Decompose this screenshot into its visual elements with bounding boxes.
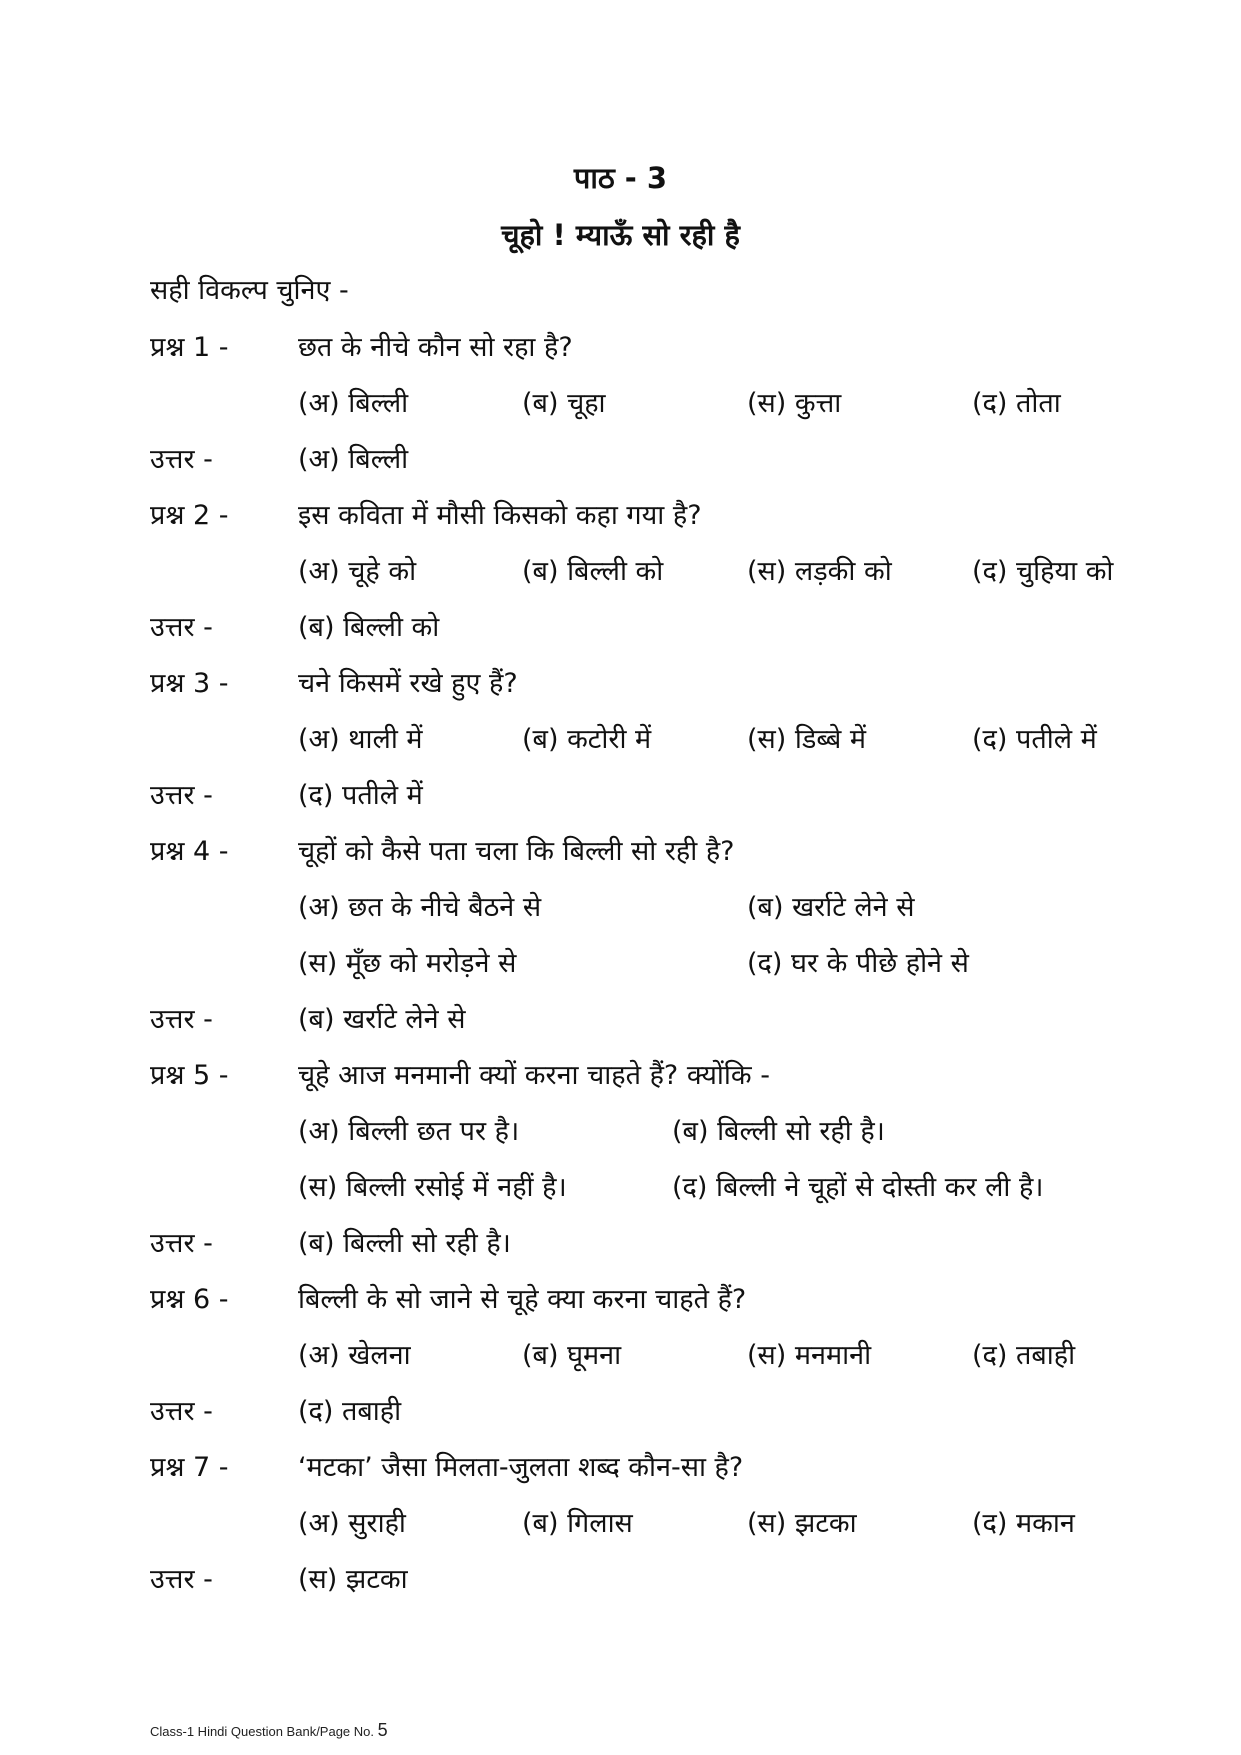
option-a: (अ) थाली में <box>298 724 423 755</box>
option-c: (स) कुत्ता <box>747 388 842 419</box>
option-a: (अ) बिल्ली छत पर है। <box>298 1116 520 1147</box>
answer-text: (ब) खर्राटे लेने से <box>298 1004 466 1035</box>
answer-text: (द) पतीले में <box>298 780 423 811</box>
question-row <box>150 1048 1190 1104</box>
question-row <box>150 1440 1190 1496</box>
question-label: प्रश्न 4 - <box>150 836 229 867</box>
answer-row <box>150 600 1190 656</box>
instruction-text: सही विकल्प चुनिए - <box>150 275 349 306</box>
question-text: चने किसमें रखे हुए हैं? <box>298 668 518 699</box>
option-a: (अ) खेलना <box>298 1340 411 1371</box>
options-row <box>150 544 1190 600</box>
option-b: (ब) कटोरी में <box>522 724 652 755</box>
option-d: (द) तोता <box>972 388 1061 419</box>
option-c: (स) झटका <box>747 1508 857 1539</box>
answer-text: (द) तबाही <box>298 1396 402 1427</box>
option-b: (ब) बिल्ली सो रही है। <box>672 1116 885 1147</box>
question-row <box>150 656 1190 712</box>
option-d: (द) पतीले में <box>972 724 1097 755</box>
lesson-number: पाठ - 3 <box>573 161 668 195</box>
options-row <box>150 376 1190 432</box>
option-a: (अ) चूहे को <box>298 556 417 587</box>
answer-text: (ब) बिल्ली सो रही है। <box>298 1228 511 1259</box>
answer-label: उत्तर - <box>150 780 213 811</box>
answer-text: (स) झटका <box>298 1564 408 1595</box>
question-label: प्रश्न 3 - <box>150 668 229 699</box>
question-row <box>150 320 1190 376</box>
options-row <box>150 1496 1190 1552</box>
options-row <box>150 936 1190 992</box>
option-d: (द) चुहिया को <box>972 556 1114 587</box>
option-b: (ब) गिलास <box>522 1508 633 1539</box>
answer-text: (अ) बिल्ली <box>298 444 409 475</box>
option-c: (स) मूँछ को मरोड़ने से <box>298 948 517 979</box>
option-a: (अ) छत के नीचे बैठने से <box>298 892 542 923</box>
footer-text: Class-1 Hindi Question Bank/Page No. <box>150 1724 375 1739</box>
question-label: प्रश्न 5 - <box>150 1060 229 1091</box>
answer-text: (ब) बिल्ली को <box>298 612 440 643</box>
options-row <box>150 1328 1190 1384</box>
answer-label: उत्तर - <box>150 1564 213 1595</box>
page-footer <box>150 1720 388 1741</box>
option-d: (द) घर के पीछे होने से <box>747 948 969 979</box>
question-label: प्रश्न 1 - <box>150 332 229 363</box>
option-c: (स) बिल्ली रसोई में नहीं है। <box>298 1172 567 1203</box>
question-text: चूहों को कैसे पता चला कि बिल्ली सो रही है? <box>298 836 735 867</box>
option-b: (ब) घूमना <box>522 1340 622 1371</box>
answer-row <box>150 768 1190 824</box>
page-number: 5 <box>377 1720 388 1740</box>
question-list <box>150 320 1190 1608</box>
question-text: छत के नीचे कौन सो रहा है? <box>298 332 573 363</box>
question-label: प्रश्न 7 - <box>150 1452 229 1483</box>
option-b: (ब) खर्राटे लेने से <box>747 892 915 923</box>
question-row <box>150 488 1190 544</box>
option-c: (स) मनमानी <box>747 1340 872 1371</box>
options-row <box>150 880 1190 936</box>
question-label: प्रश्न 2 - <box>150 500 229 531</box>
option-a: (अ) बिल्ली <box>298 388 409 419</box>
question-label: प्रश्न 6 - <box>150 1284 229 1315</box>
option-a: (अ) सुराही <box>298 1508 406 1539</box>
options-row <box>150 1104 1190 1160</box>
answer-label: उत्तर - <box>150 444 213 475</box>
options-row <box>150 1160 1190 1216</box>
question-text: बिल्ली के सो जाने से चूहे क्या करना चाहते हैं? <box>298 1284 747 1315</box>
question-row <box>150 1272 1190 1328</box>
answer-row <box>150 1384 1190 1440</box>
answer-label: उत्तर - <box>150 1396 213 1427</box>
question-text: इस कविता में मौसी किसको कहा गया है? <box>298 500 702 531</box>
answer-row <box>150 992 1190 1048</box>
answer-row <box>150 1216 1190 1272</box>
answer-label: उत्तर - <box>150 1228 213 1259</box>
option-c: (स) लड़की को <box>747 556 892 587</box>
question-text: चूहे आज मनमानी क्यों करना चाहते हैं? क्योंकि - <box>298 1060 770 1091</box>
answer-row <box>150 1552 1190 1608</box>
options-row <box>150 712 1190 768</box>
answer-label: उत्तर - <box>150 1004 213 1035</box>
option-d: (द) मकान <box>972 1508 1075 1539</box>
option-b: (ब) बिल्ली को <box>522 556 664 587</box>
option-c: (स) डिब्बे में <box>747 724 866 755</box>
question-text: ‘मटका’ जैसा मिलता-जुलता शब्द कौन-सा है? <box>298 1452 744 1483</box>
option-b: (ब) चूहा <box>522 388 606 419</box>
answer-label: उत्तर - <box>150 612 213 643</box>
lesson-title: चूहो ! म्याऊँ सो रही है <box>501 218 740 252</box>
option-d: (द) बिल्ली ने चूहों से दोस्ती कर ली है। <box>672 1172 1044 1203</box>
question-row <box>150 824 1190 880</box>
option-d: (द) तबाही <box>972 1340 1076 1371</box>
answer-row <box>150 432 1190 488</box>
